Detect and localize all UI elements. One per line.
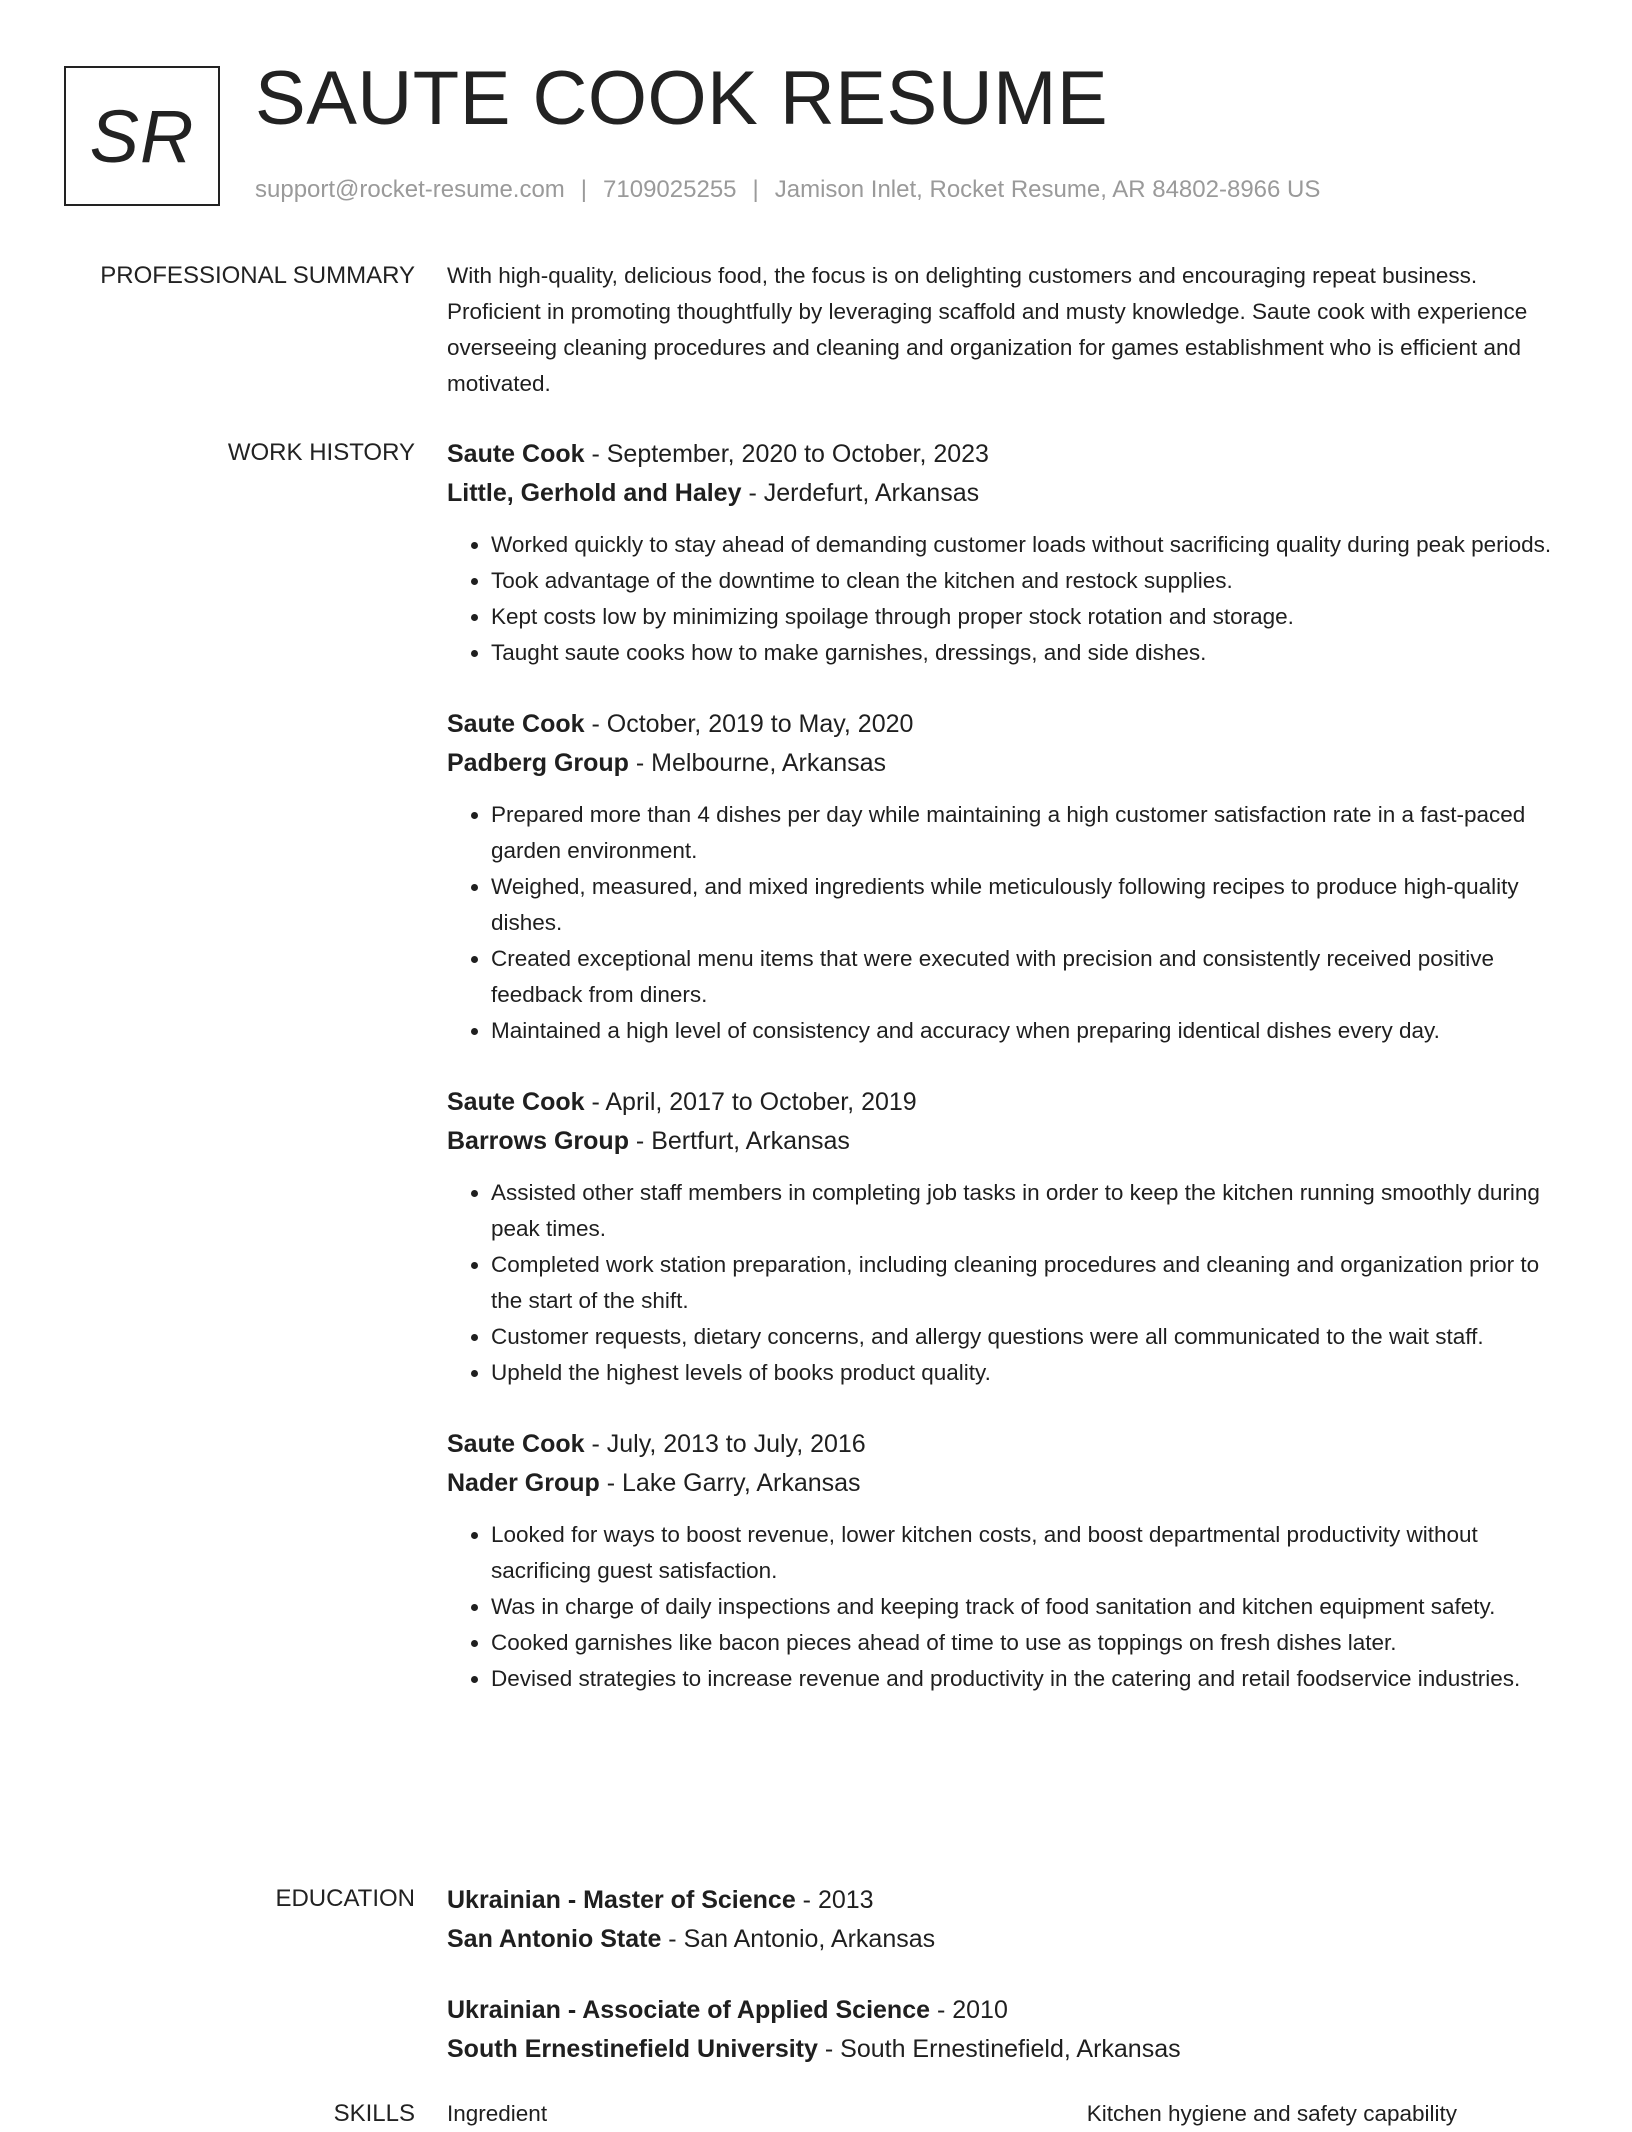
job-bullet: • Kept costs low by minimizing spoilage through proper stock rotation and storage. bbox=[491, 599, 1557, 635]
job-location: - Bertfurt, Arkansas bbox=[628, 1127, 850, 1155]
job-title: Saute Cook bbox=[447, 1088, 585, 1116]
resume-title: SAUTE COOK RESUME bbox=[255, 56, 1109, 141]
skills-list bbox=[447, 2096, 1557, 2132]
job-title: Saute Cook bbox=[447, 1430, 585, 1458]
job-bullet: • Completed work station preparation, including cleaning procedures and cleaning and organization prior to the start of the shift. bbox=[491, 1247, 1557, 1319]
job-title-line bbox=[447, 1425, 1557, 1464]
job-title-line bbox=[447, 705, 1557, 744]
education-entry bbox=[447, 1881, 1557, 1959]
contact-separator: | bbox=[752, 176, 759, 203]
school-location: - San Antonio, Arkansas bbox=[661, 1925, 936, 1953]
skills-heading: SKILLS bbox=[333, 2100, 415, 2127]
job-title-line bbox=[447, 435, 1557, 474]
skill-item: Ingredient bbox=[447, 2101, 548, 2126]
education-entry bbox=[447, 1991, 1557, 2069]
job-bullet: • Customer requests, dietary concerns, and allergy questions were all communicated to the wait staff. bbox=[491, 1319, 1557, 1355]
work-history-heading: WORK HISTORY bbox=[227, 439, 415, 466]
school-line bbox=[447, 2030, 1557, 2069]
summary-text: With high-quality, delicious food, the focus is on delighting customers and encouraging repeat business. Proficient in promoting thoughtfully by leveraging scaffold and musty knowledge. Saute cook with experience overseeing cleaning procedures and cleaning and organization for games establishment who is efficient and motivated. bbox=[447, 263, 1528, 396]
job-company: Little, Gerhold and Haley bbox=[447, 479, 742, 507]
job-bullet: • Taught saute cooks how to make garnishes, dressings, and side dishes. bbox=[491, 635, 1557, 671]
job-company-line bbox=[447, 1464, 1557, 1503]
contact-phone[interactable]: 7109025255 bbox=[603, 176, 737, 203]
job-company-line bbox=[447, 474, 1557, 513]
education-list bbox=[447, 1881, 1557, 2101]
job-title-line bbox=[447, 1083, 1557, 1122]
job-entry bbox=[447, 705, 1557, 1049]
job-bullets bbox=[447, 527, 1557, 671]
contact-line bbox=[255, 176, 1320, 204]
degree: Ukrainian - Associate of Applied Science bbox=[447, 1996, 931, 2024]
job-bullet: • Maintained a high level of consistency and accuracy when preparing identical dishes every day. bbox=[491, 1013, 1557, 1049]
job-bullet: • Created exceptional menu items that were executed with precision and consistently received positive feedback from diners. bbox=[491, 941, 1557, 1013]
job-location: - Lake Garry, Arkansas bbox=[599, 1469, 861, 1497]
degree: Ukrainian - Master of Science bbox=[447, 1886, 796, 1914]
job-dates: - July, 2013 to July, 2016 bbox=[584, 1430, 866, 1458]
job-bullets bbox=[447, 1517, 1557, 1697]
contact-email[interactable]: support@rocket-resume.com bbox=[255, 176, 565, 203]
job-bullet: • Took advantage of the downtime to clean the kitchen and restock supplies. bbox=[491, 563, 1557, 599]
job-company: Padberg Group bbox=[447, 749, 629, 777]
contact-separator: | bbox=[580, 176, 588, 203]
job-bullet: • Cooked garnishes like bacon pieces ahead of time to use as toppings on fresh dishes later. bbox=[491, 1625, 1557, 1661]
job-bullet: • Prepared more than 4 dishes per day while maintaining a high customer satisfaction rate in a fast-paced garden environment. bbox=[491, 797, 1557, 869]
job-location: - Melbourne, Arkansas bbox=[628, 749, 887, 777]
summary-heading: PROFESSIONAL SUMMARY bbox=[100, 262, 415, 289]
job-bullet: • Was in charge of daily inspections and keeping track of food sanitation and kitchen equipment safety. bbox=[491, 1589, 1557, 1625]
job-company: Barrows Group bbox=[447, 1127, 629, 1155]
education-heading: EDUCATION bbox=[275, 1885, 415, 1912]
school: South Ernestinefield University bbox=[447, 2035, 818, 2063]
monogram: SR bbox=[64, 66, 220, 206]
job-entry bbox=[447, 1083, 1557, 1391]
job-location: - Jerdefurt, Arkansas bbox=[741, 479, 980, 507]
job-company-line bbox=[447, 1122, 1557, 1161]
degree-line bbox=[447, 1991, 1557, 2030]
job-bullet: • Looked for ways to boost revenue, lower kitchen costs, and boost departmental productivity without sacrificing guest satisfaction. bbox=[491, 1517, 1557, 1589]
contact-address: Jamison Inlet, Rocket Resume, AR 84802-8966 US bbox=[774, 176, 1321, 203]
job-entry bbox=[447, 435, 1557, 671]
job-title: Saute Cook bbox=[447, 440, 585, 468]
job-bullet: • Upheld the highest levels of books product quality. bbox=[491, 1355, 1557, 1391]
school-line bbox=[447, 1920, 1557, 1959]
school-location: - South Ernestinefield, Arkansas bbox=[817, 2035, 1181, 2063]
degree-year: - 2013 bbox=[795, 1886, 874, 1914]
job-entry bbox=[447, 1425, 1557, 1697]
job-company-line bbox=[447, 744, 1557, 783]
job-bullet: • Weighed, measured, and mixed ingredients while meticulously following recipes to produce high-quality dishes. bbox=[491, 869, 1557, 941]
job-dates: - October, 2019 to May, 2020 bbox=[584, 710, 914, 738]
job-bullets bbox=[447, 797, 1557, 1049]
school: San Antonio State bbox=[447, 1925, 662, 1953]
work-history-list bbox=[447, 435, 1557, 1731]
job-title: Saute Cook bbox=[447, 710, 585, 738]
job-dates: - April, 2017 to October, 2019 bbox=[584, 1088, 917, 1116]
degree-year: - 2010 bbox=[930, 1996, 1008, 2024]
job-bullet: • Devised strategies to increase revenue and productivity in the catering and retail foodservice industries. bbox=[491, 1661, 1557, 1697]
skill-item: Kitchen hygiene and safety capability bbox=[1086, 2101, 1457, 2126]
job-bullet: • Assisted other staff members in completing job tasks in order to keep the kitchen running smoothly during peak times. bbox=[491, 1175, 1557, 1247]
job-company: Nader Group bbox=[447, 1469, 600, 1497]
degree-line bbox=[447, 1881, 1557, 1920]
job-bullets bbox=[447, 1175, 1557, 1391]
job-dates: - September, 2020 to October, 2023 bbox=[584, 440, 989, 468]
job-bullet: • Worked quickly to stay ahead of demanding customer loads without sacrificing quality during peak periods. bbox=[491, 527, 1557, 563]
